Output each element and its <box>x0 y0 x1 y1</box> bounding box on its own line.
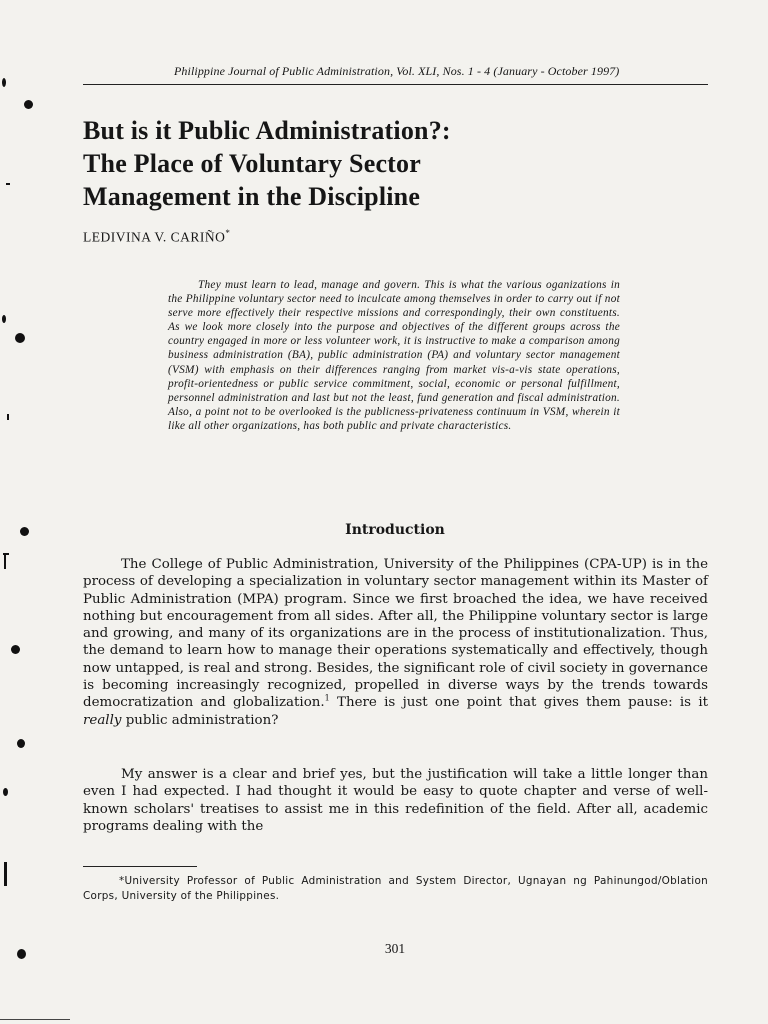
author-footnote-mark: * <box>225 228 231 238</box>
scan-speck <box>4 555 6 569</box>
page-number: 301 <box>384 941 406 956</box>
scan-speck <box>15 333 25 343</box>
footnote-rule <box>83 866 197 867</box>
paragraph-1-text: The College of Public Administration, University of the Philippines (CPA-UP) is in the process of developing a specialization in voluntary sector management within its Master of Public Administration (MPA) program. Since we first broached the idea, we have received nothing but encouragement from all sides. After all, the Philippine voluntary sector is large and growing, and many of its organizations are in the process of institutionalization. Thus, the demand to learn how to manage their operations systematically and effectively, though now untapped, is real and strong. Besides, the significant role of civil society in governance is becoming increasingly recognized, propelled in diverse ways by the trends towards democratization and globalization. <box>83 557 708 711</box>
scan-speck <box>4 862 7 886</box>
title-line-3: Management in the Discipline <box>83 182 421 211</box>
header-rule <box>83 84 708 85</box>
scan-speck <box>17 949 26 959</box>
author-byline <box>83 228 230 246</box>
running-head: Philippine Journal of Public Administration, Vol. XLI, Nos. 1 - 4 (January - October 1997) <box>174 64 620 78</box>
scan-edge-line <box>0 1019 70 1020</box>
title-line-1: But is it Public Administration?: <box>83 116 451 145</box>
author-name: LEDIVINA V. CARIÑO <box>83 229 226 245</box>
scan-speck <box>20 527 29 536</box>
footnote-reference-1: 1 <box>324 693 330 703</box>
paragraph-1-continuation: There is just one point that gives them pause: is it <box>329 695 708 711</box>
scan-speck <box>6 183 10 185</box>
scan-speck <box>11 645 20 654</box>
body-paragraph-2: My answer is a clear and brief yes, but the justification will take a little longer than even I had expected. I had thought it would be easy to quote chapter and verse of well-known scholars' treatises to assist me in this redefinition of the field. After all, academic programs dealing with the <box>83 767 708 834</box>
scan-speck <box>7 414 9 420</box>
emphasis-really: really <box>83 712 122 728</box>
scan-speck <box>2 315 6 323</box>
body-paragraph-1 <box>83 556 708 729</box>
section-heading-introduction: Introduction <box>345 522 445 538</box>
footnote: *University Professor of Public Administration and System Director, Ugnayan ng Pahinungod/Oblation Corps, University of the Philippines. <box>83 875 708 902</box>
abstract: They must learn to lead, manage and govern. This is what the various oganizations in the Philippine voluntary sector need to inculcate among themselves in order to carry out if not serve more effectively their respective missions and correspondingly, their own constituents. As we look more closely into the purpose and objectives of the different groups across the country engaged in more or less volunteer work, it is instructive to make a comparison among business administration (BA), public administration (PA) and voluntary sector management (VSM) with emphasis on their differences ranging from market vis-a-vis state operations, profit-orientedness or public service commitment, social, economic or personal fulfillment, personnel administration and last but not the least, fund generation and fiscal administration. Also, a point not to be overlooked is the publicness-privateness continuum in VSM, wherein it like all other organizations, has both public and private characteristics. <box>168 279 620 432</box>
scan-speck <box>17 739 25 748</box>
article-title <box>83 114 703 213</box>
title-line-2: The Place of Voluntary Sector <box>83 149 421 178</box>
scan-speck <box>2 78 6 87</box>
scan-speck <box>3 788 8 796</box>
paragraph-1-ending: public administration? <box>121 712 279 728</box>
scan-speck <box>24 100 33 109</box>
